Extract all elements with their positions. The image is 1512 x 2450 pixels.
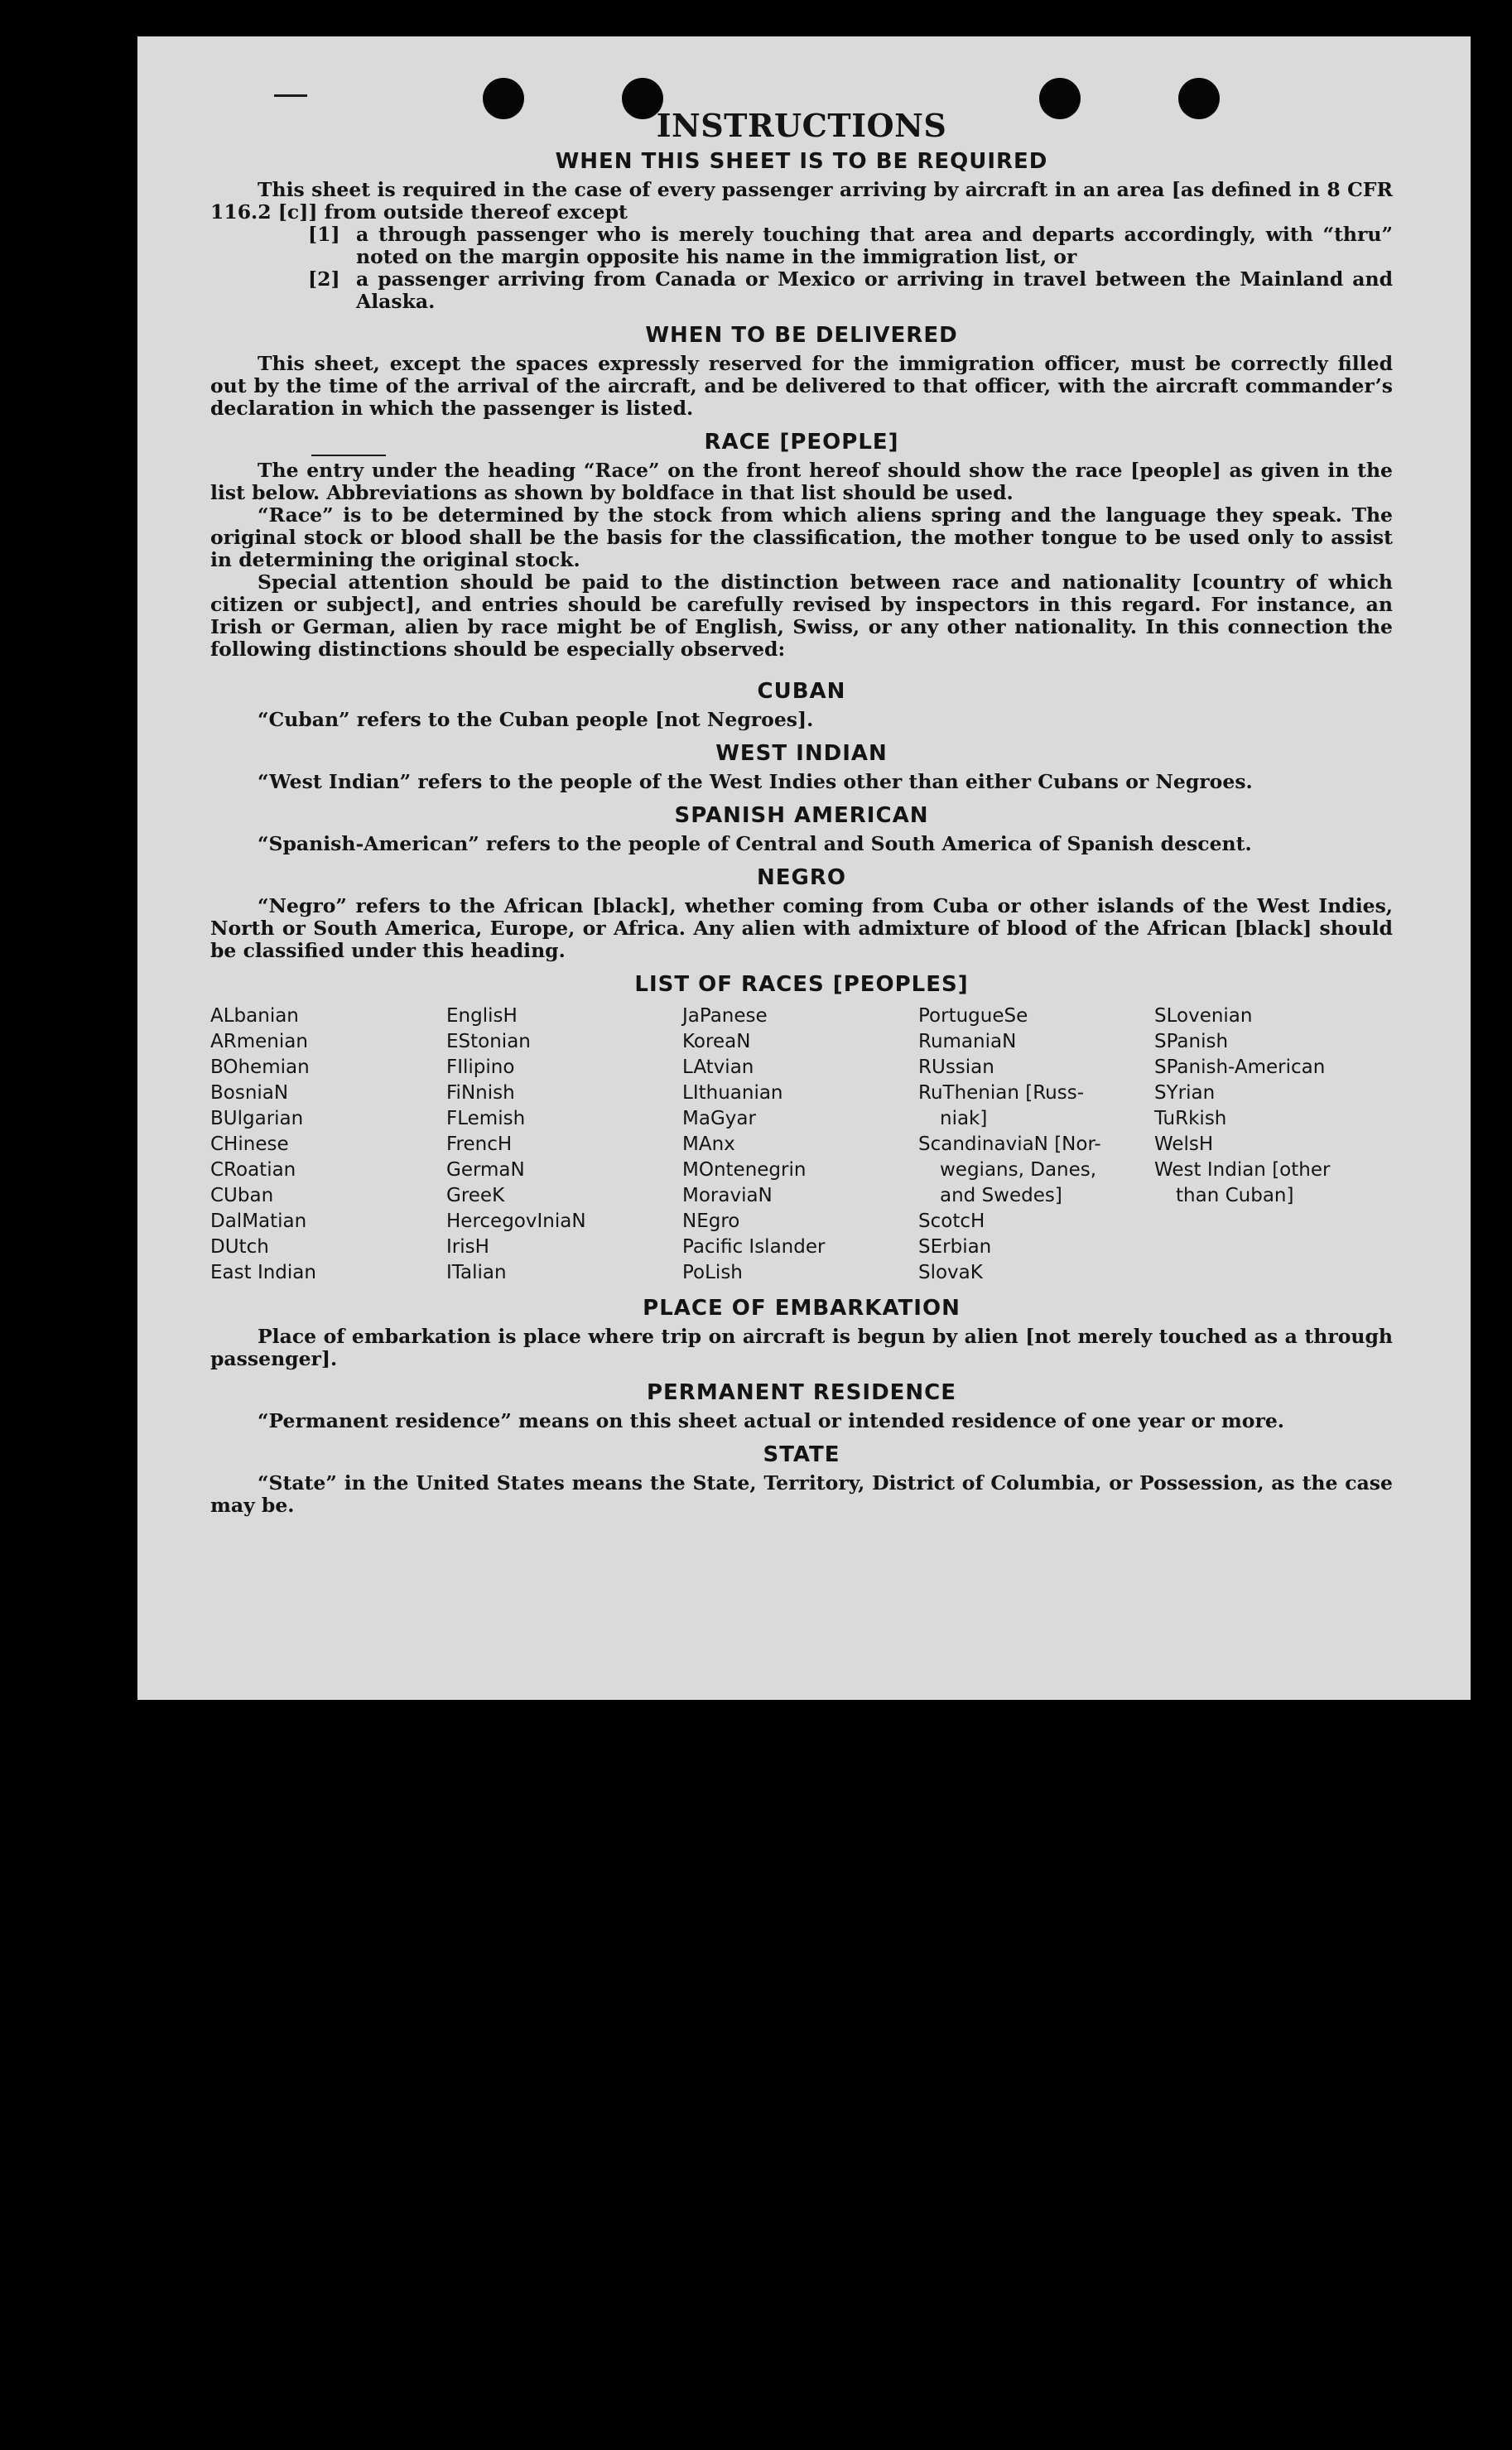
race-entry: FrencH [446,1134,513,1155]
race-entry: SLovenian [1154,1005,1253,1027]
race-column [682,1004,918,1286]
race-entry: KoreaN [682,1031,751,1052]
exception-text: a through passenger who is merely touching that area and departs accordingly, with “thru” noted on the margin opposite his name in the immigration list, or [356,223,1393,268]
race-entry: CUban [210,1185,274,1206]
race-entry: DalMatian [210,1211,307,1232]
section-heading-state: STATE [763,1442,840,1467]
race-entry: FLemish [446,1108,526,1129]
section-heading-delivered: WHEN TO BE DELIVERED [645,323,958,348]
race-entry: MoraviaN [682,1185,773,1206]
race-entry: MOntenegrin [682,1159,807,1181]
race-entry: LIthuanian [682,1082,783,1104]
race-entry: BosniaN [210,1082,289,1104]
race-entry: HercegovIniaN [446,1211,586,1232]
race-entry: NEgro [682,1211,740,1232]
race-entry: ARmenian [210,1031,308,1052]
page-title: INSTRUCTIONS [656,107,947,144]
race-entry: CHinese [210,1134,289,1155]
race-entry: IrisH [446,1236,489,1258]
race-entry: ScandinaviaN [Nor- [918,1134,1101,1155]
race-column [1154,1004,1393,1286]
race-entry: MaGyar [682,1108,756,1129]
race-column [918,1004,1154,1286]
races-list [210,1004,1393,1286]
race-entry: RUssian [918,1057,994,1078]
race-entry: PoLish [682,1262,743,1283]
race-entry: FIlipino [446,1057,515,1078]
exception-number: [2] [308,267,340,291]
exception-number: [1] [308,223,340,246]
race-entry: GreeK [446,1185,505,1206]
race-entry: DUtch [210,1236,269,1258]
race-entry: BUlgarian [210,1108,304,1129]
section-heading-cuban: CUBAN [757,679,846,704]
section-heading-embarkation: PLACE OF EMBARKATION [643,1296,961,1321]
race-entry: PortugueSe [918,1005,1028,1027]
race-entry: EnglisH [446,1005,518,1027]
section-heading-race: RACE [PEOPLE] [704,430,899,455]
race-entry: ALbanian [210,1005,299,1027]
document-sheet [137,36,1471,1700]
race-entry: WelsH [1154,1134,1214,1155]
negro-text: “Negro” refers to the African [black], whether coming from Cuba or other islands of the West Indies, North or South America, Europe, or Africa. Any alien with admixture of blood of the African [black] should be classified under this heading. [210,894,1393,962]
race-entry: SErbian [918,1236,992,1258]
race-entry: EStonian [446,1031,531,1052]
race-entry: MAnx [682,1134,735,1155]
section-heading-negro: NEGRO [757,865,846,890]
race-entry: SPanish [1154,1031,1229,1052]
race-entry: CRoatian [210,1159,296,1181]
west-indian-text: “West Indian” refers to the people of the West Indies other than either Cubans or Negroes. [258,770,1253,793]
race-entry: TuRkish [1154,1108,1227,1129]
race-entry: JaPanese [682,1005,768,1027]
race-entry: RumaniaN [918,1031,1017,1052]
exception-item [308,268,1393,313]
cuban-text: “Cuban” refers to the Cuban people [not Negroes]. [258,708,814,731]
section-heading-list-of-races: LIST OF RACES [PEOPLES] [634,972,969,997]
race-entry: SYrian [1154,1082,1216,1104]
race-entry: SPanish-American [1154,1057,1326,1078]
scan-mark [274,94,307,97]
spanish-american-text: “Spanish-American” refers to the people of Central and South America of Spanish descent. [258,832,1252,855]
race-entry: than Cuban] [1176,1185,1294,1206]
section-heading-residence: PERMANENT RESIDENCE [646,1380,957,1405]
race-entry: ScotcH [918,1211,985,1232]
required-intro: This sheet is required in the case of every passenger arriving by aircraft in an area [as defined in 8 CFR 116.2 [c]] from outside thereof except [210,178,1393,224]
race-entry: Pacific Islander [682,1236,826,1258]
instructions-content [210,107,1393,1517]
race-entry: ITalian [446,1262,507,1283]
race-paragraph: The entry under the heading “Race” on the front hereof should show the race [people] as given in the list below. Abbreviations as shown by boldface in that list should be used. [210,459,1393,504]
state-text: “State” in the United States means the State, Territory, District of Columbia, or Possession, as the case may be. [210,1471,1393,1517]
embarkation-text: Place of embarkation is place where trip on aircraft is begun by alien [not merely touched as a through passenger]. [210,1325,1393,1370]
race-entry: LAtvian [682,1057,754,1078]
race-entry: West Indian [other [1154,1159,1331,1181]
race-entry: GermaN [446,1159,525,1181]
race-column [446,1004,682,1286]
delivered-text: This sheet, except the spaces expressly reserved for the immigration officer, must be correctly filled out by the time of the arrival of the aircraft, and be delivered to that officer, with the aircraft commander’s declaration in which the passenger is listed. [210,352,1393,420]
race-entry: and Swedes] [940,1185,1062,1206]
exception-text: a passenger arriving from Canada or Mexico or arriving in travel between the Mainland and Alaska. [356,267,1393,313]
race-entry: East Indian [210,1262,316,1283]
race-entry: FiNnish [446,1082,515,1104]
race-entry: RuThenian [Russ- [918,1082,1085,1104]
race-entry: BOhemian [210,1057,310,1078]
race-column [210,1004,446,1286]
section-heading-west-indian: WEST INDIAN [715,741,888,766]
section-heading-spanish-american: SPANISH AMERICAN [674,803,929,828]
race-entry: wegians, Danes, [940,1159,1097,1181]
race-paragraph: “Race” is to be determined by the stock from which aliens spring and the language they speak. The original stock or blood shall be the basis for the classification, the mother tongue to be used only to assist in determining the original stock. [210,503,1393,571]
exception-item [308,224,1393,268]
race-entry: niak] [940,1108,988,1129]
race-paragraph: Special attention should be paid to the distinction between race and nationality [country of which citizen or subject], and entries should be carefully revised by inspectors in this regard. For instance, an Irish or German, alien by race might be of English, Swiss, or any other nationality. In this connection the following distinctions should be especially observed: [210,570,1393,661]
race-entry: SlovaK [918,1262,983,1283]
section-heading-required: WHEN THIS SHEET IS TO BE REQUIRED [555,149,1048,174]
residence-text: “Permanent residence” means on this sheet actual or intended residence of one year or more. [258,1409,1284,1432]
